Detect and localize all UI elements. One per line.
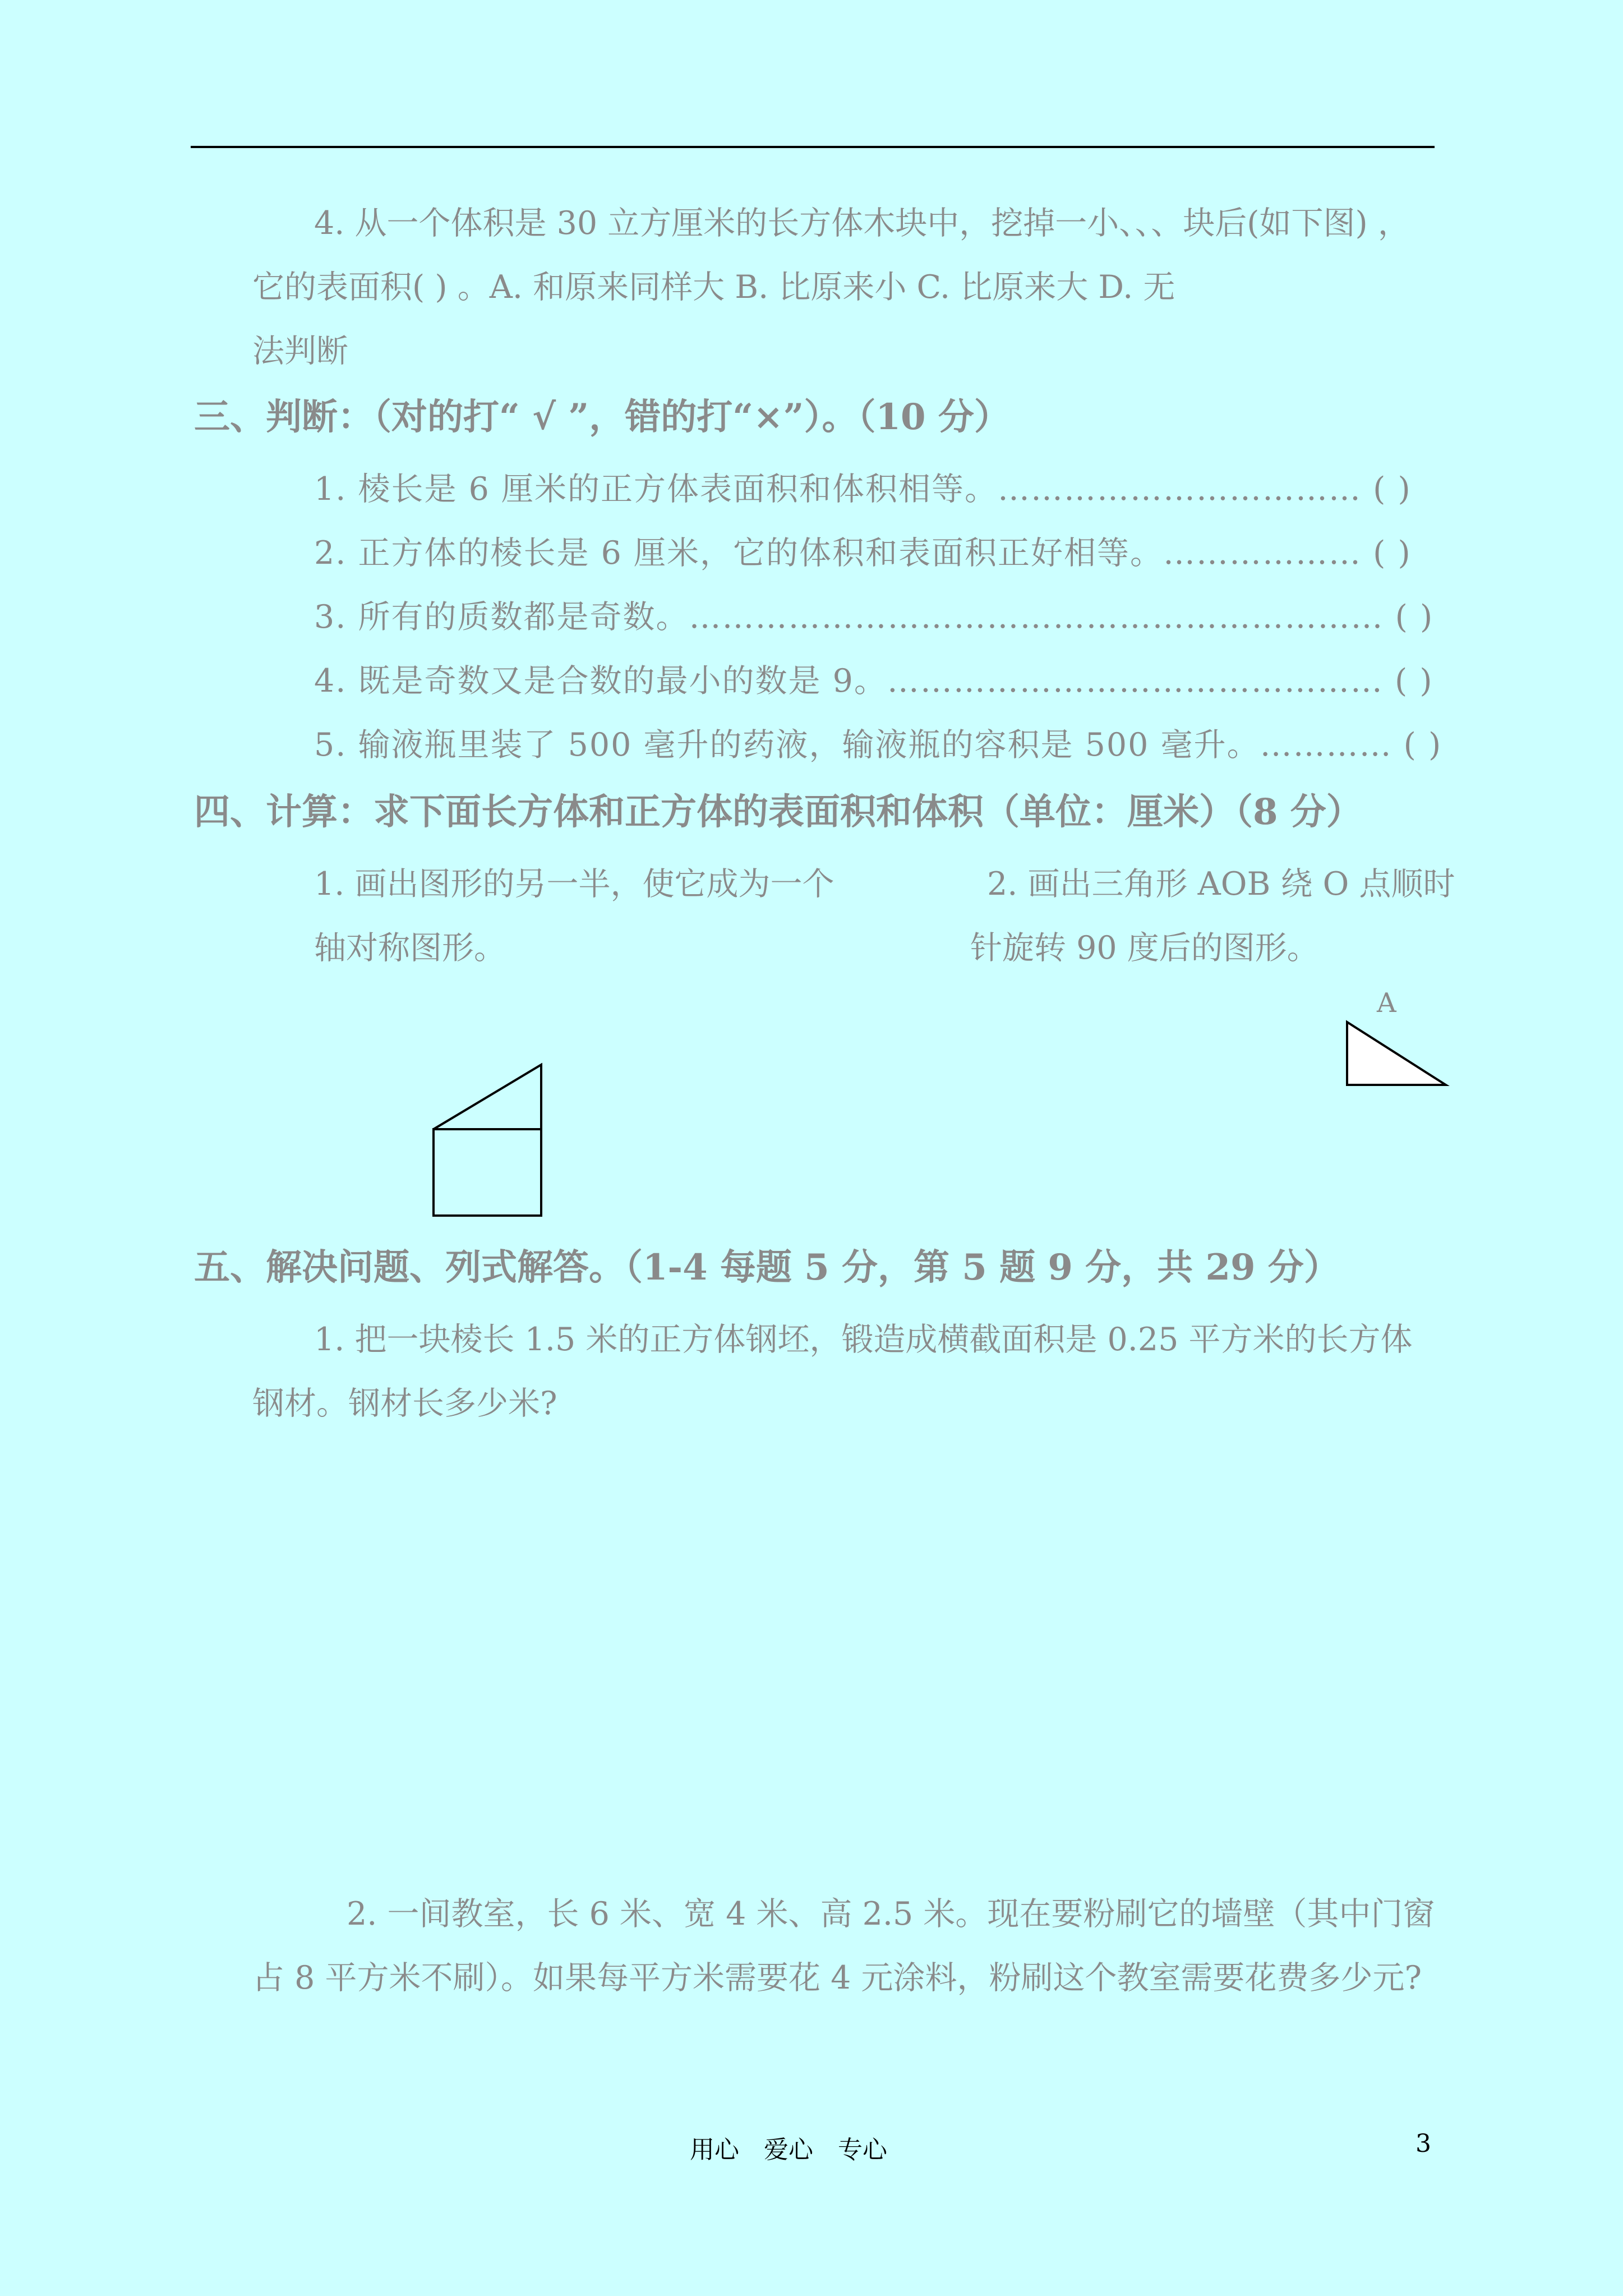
triangle-aob-figure [1340, 1016, 1453, 1089]
judge-item-4: 4. 既是奇数又是合数的最小的数是 9。……………………………………… ( ) [314, 662, 1433, 700]
section3-heading: 三、判断：（对的打“ √ ”，错的打“×”）。（10 分） [194, 396, 1010, 438]
task2-line2: 针旋转 90 度后的图形。 [970, 930, 1319, 967]
problem2-line2: 占 8 平方米不刷）。如果每平方米需要花 4 元涂料，粉刷这个教室需要花费多少元? [252, 1959, 1422, 1996]
page-number: 3 [1415, 2129, 1431, 2158]
section4-heading: 四、计算：求下面长方体和正方体的表面积和体积（单位：厘米）（8 分） [194, 791, 1362, 833]
header-rule [191, 146, 1435, 148]
footer-motto: 用心 爱心 专心 [690, 2136, 887, 2164]
half-shape-figure [426, 1055, 550, 1223]
judge-item-5: 5. 输液瓶里装了 500 毫升的药液，输液瓶的容积是 500 毫升。………… ( ) [314, 726, 1442, 763]
q4-line3: 法判断 [252, 333, 348, 370]
judge-item-2: 2. 正方体的棱长是 6 厘米，它的体积和表面积正好相等。……………… ( ) [314, 535, 1412, 572]
section5-heading: 五、解决问题、列式解答。（1-4 每题 5 分，第 5 题 9 分，共 29 分） [194, 1246, 1340, 1289]
task1-line1: 1. 画出图形的另一半，使它成为一个 [314, 866, 834, 903]
q4-line1: 4. 从一个体积是 30 立方厘米的长方体木块中，挖掉一小、、、块后(如下图) ， [314, 205, 1410, 242]
problem1-line1: 1. 把一块棱长 1.5 米的正方体钢坯，锻造成横截面积是 0.25 平方米的长方体 [314, 1321, 1413, 1358]
task2-line1: 2. 画出三角形 AOB 绕 O 点顺时 [987, 866, 1455, 903]
q4-line2: 它的表面积( ) 。A. 和原来同样大 B. 比原来小 C. 比原来大 D. 无 [252, 269, 1175, 306]
problem2-line1: 2. 一间教室，长 6 米、宽 4 米、高 2.5 米。现在要粉刷它的墙壁（其中门窗 [347, 1895, 1435, 1932]
judge-item-1: 1. 棱长是 6 厘米的正方体表面积和体积相等。…………………………… ( ) [314, 471, 1412, 508]
problem1-line2: 钢材。钢材长多少米? [252, 1385, 557, 1422]
judge-item-3: 3. 所有的质数都是奇数。……………………………………………………… ( ) [314, 599, 1434, 636]
task1-line2: 轴对称图形。 [314, 930, 506, 967]
triangle-vertex-label: A [1377, 987, 1396, 1019]
